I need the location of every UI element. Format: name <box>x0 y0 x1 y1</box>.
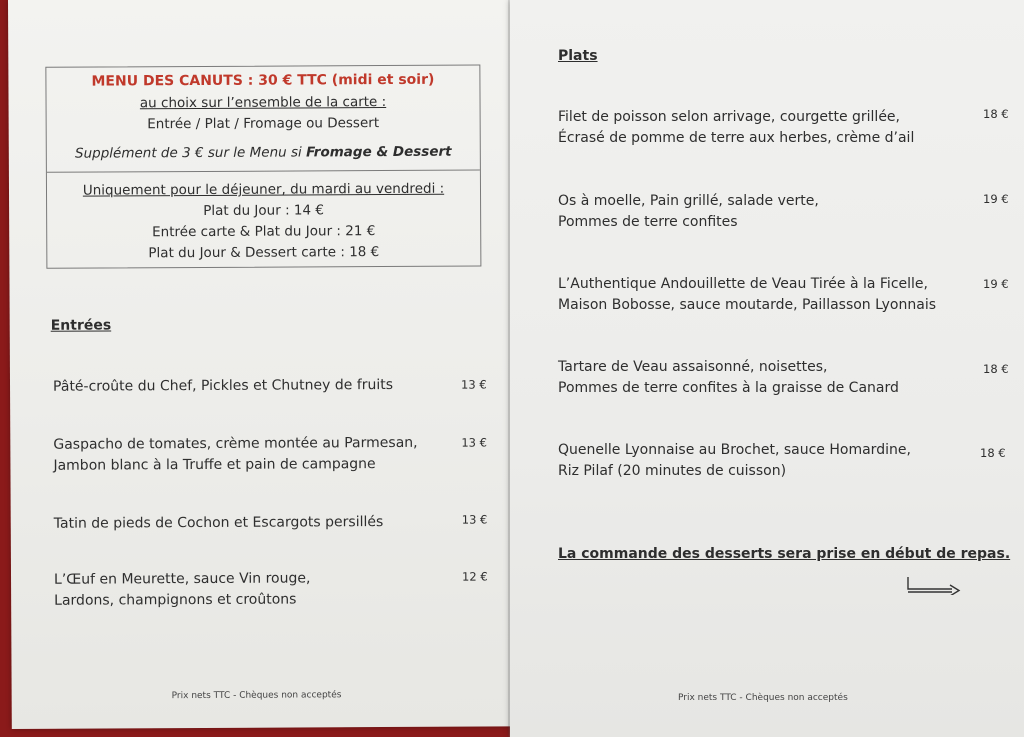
plat-line: L’Authentique Andouillette de Veau Tirée à la Ficelle, <box>558 276 928 292</box>
entree-line: Gaspacho de tomates, crème montée au Parmesan, <box>53 434 418 453</box>
entree-price: 13 € <box>461 512 488 527</box>
plat-line: Écrasé de pomme de terre aux herbes, crème d’ail <box>558 130 915 146</box>
entree-line: Jambon blanc à la Truffe et pain de campagne <box>53 456 376 474</box>
entree-price: 13 € <box>460 377 487 392</box>
menu-box-lunch <box>47 170 480 268</box>
entree-item <box>53 375 393 398</box>
menu-title: MENU DES CANUTS : 30 € TTC (midi et soir) <box>91 71 435 90</box>
menu-right-page <box>510 0 1024 737</box>
plat-line: Maison Bobosse, sauce moutarde, Paillasson Lyonnais <box>558 297 937 313</box>
entree-price: 13 € <box>461 435 487 450</box>
plat-line: Filet de poisson selon arrivage, courgette grillée, <box>558 109 900 125</box>
plat-line: Quenelle Lyonnaise au Brochet, sauce Homardine, <box>558 442 911 458</box>
entree-line: Tatin de pieds de Cochon et Escargots persillés <box>53 514 384 532</box>
plat-price: 18 € <box>983 362 1009 376</box>
menu-options-line: Entrée / Plat / Fromage ou Dessert <box>147 114 380 132</box>
entrees-heading: Entrées <box>50 317 112 334</box>
supplement-bold: Fromage & Dessert <box>306 143 452 160</box>
plat-item <box>558 440 911 482</box>
lunch-line: Plat du Jour & Dessert carte : 18 € <box>148 244 380 262</box>
entree-item <box>54 568 311 611</box>
plats-heading: Plats <box>558 48 598 64</box>
plat-line: Riz Pilaf (20 minutes de cuisson) <box>558 463 787 479</box>
entree-item <box>53 433 417 477</box>
entree-line: Lardons, champignons et croûtons <box>54 591 297 609</box>
footer-note: Prix nets TTC - Chèques non acceptés <box>678 693 848 703</box>
plat-item <box>558 191 819 233</box>
lunch-line: Plat du Jour : 14 € <box>203 202 324 220</box>
entree-line: Pâté-croûte du Chef, Pickles et Chutney de fruits <box>52 376 394 395</box>
lunch-line: Entrée carte & Plat du Jour : 21 € <box>152 223 376 241</box>
menu-left-page <box>8 0 514 729</box>
supplement-text: Supplément de 3 € sur le Menu si <box>74 143 307 162</box>
dessert-note: La commande des desserts sera prise en début de repas. <box>558 546 1011 562</box>
plat-item <box>558 357 899 399</box>
plat-line: Tartare de Veau assaisonné, noisettes, <box>558 359 828 375</box>
menu-choice-line: au choix sur l’ensemble de la carte : <box>139 93 387 111</box>
lunch-header: Uniquement pour le déjeuner, du mardi au vendredi : <box>82 181 445 200</box>
plat-item <box>558 107 914 149</box>
entree-item <box>54 512 384 535</box>
plat-price: 19 € <box>983 277 1009 291</box>
plat-line: Pommes de terre confites <box>558 214 738 230</box>
plat-line: Os à moelle, Pain grillé, salade verte, <box>558 193 819 209</box>
plat-line: Pommes de terre confites à la graisse de Canard <box>558 380 899 396</box>
menu-box-top <box>46 66 480 173</box>
footer-note: Prix nets TTC - Chèques non acceptés <box>171 690 342 702</box>
plat-item <box>558 274 936 316</box>
plat-price: 19 € <box>983 192 1009 206</box>
entree-price: 12 € <box>461 569 488 584</box>
right-arrow-icon <box>906 573 962 595</box>
plat-price: 18 € <box>983 107 1009 121</box>
menu-supplement <box>53 141 474 164</box>
menu-des-canuts-box <box>45 65 481 269</box>
plat-price: 18 € <box>980 446 1006 460</box>
entree-line: L’Œuf en Meurette, sauce Vin rouge, <box>53 570 311 588</box>
